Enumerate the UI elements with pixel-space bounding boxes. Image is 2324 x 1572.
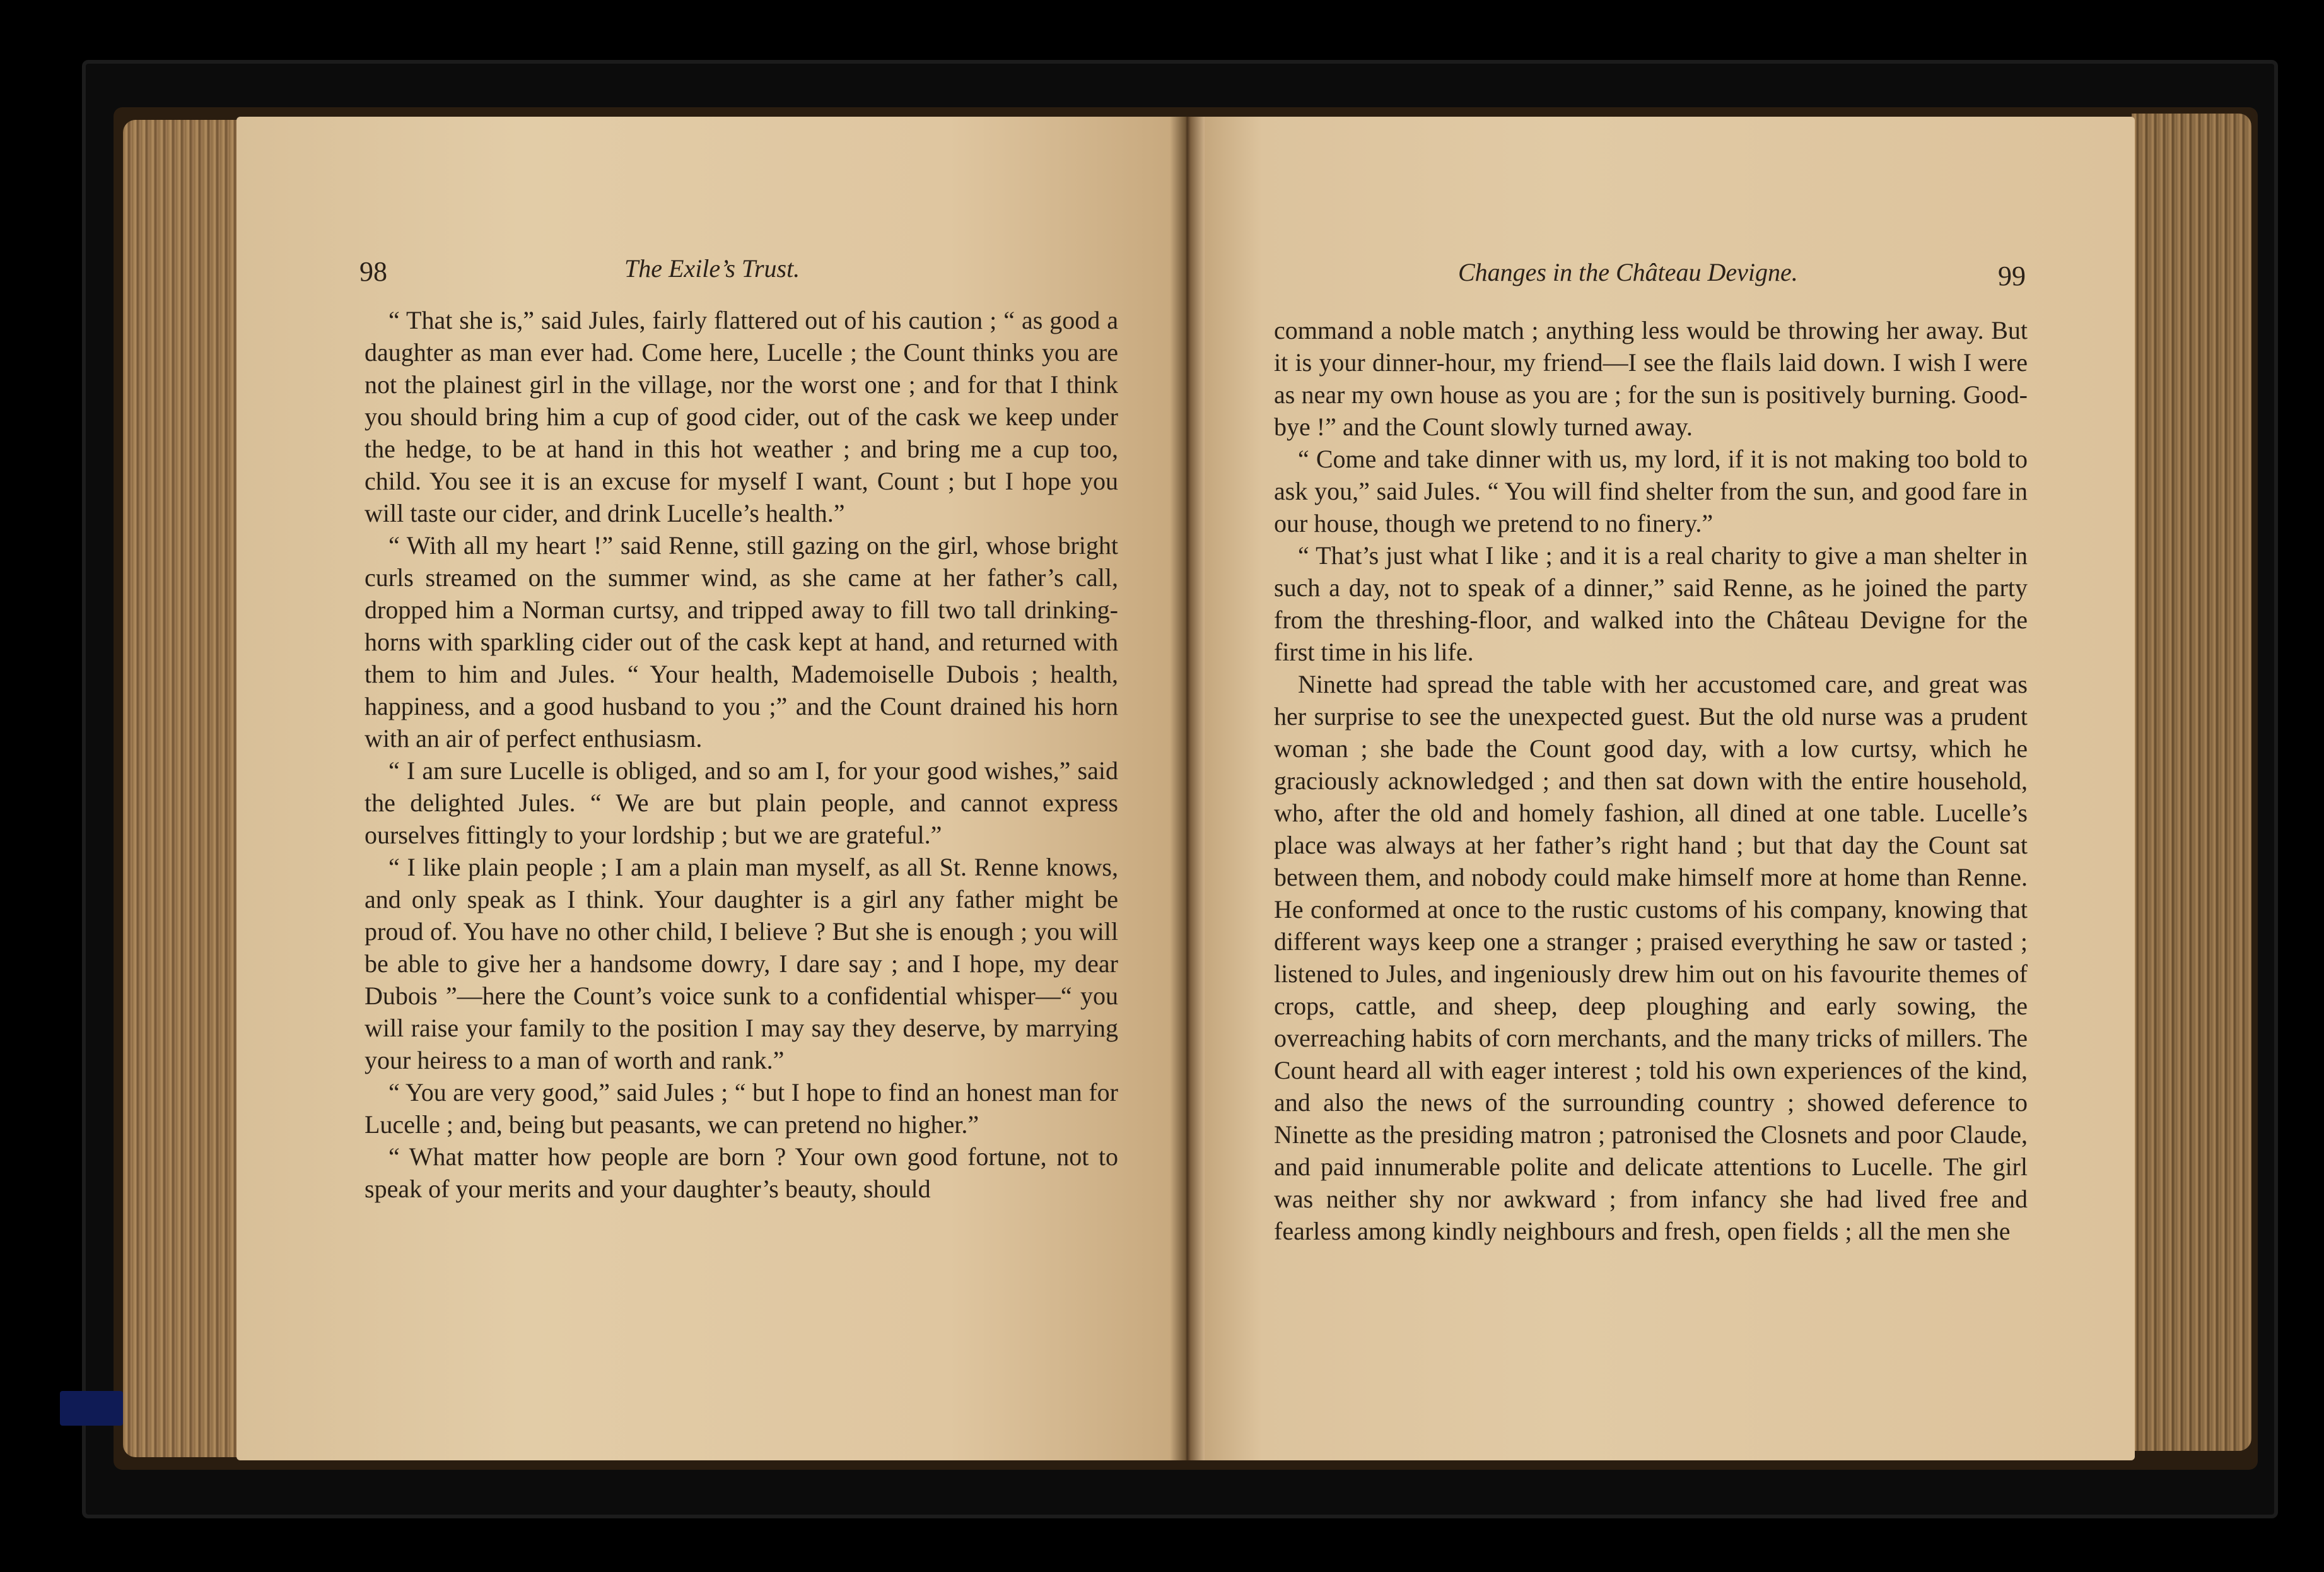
right-page-edges [2132,114,2251,1451]
paragraph: “ With all my heart !” said Renne, still gazing on the girl, whose bright curls streamed on the summer wind, as she came at her father’s call, dropped him a Norman curtsy, and tripped away to fill two tall drinking-horns with sparkling cider out of the cask kept at hand, and returned with them to him and Jules. “ Your health, Mademoiselle Dubois ; health, happiness, and a good husband to you ;” and the Count drained his horn with an air of perfect enthusiasm. [365,531,1118,753]
paragraph: “ What matter how people are born ? Your own good fortune, not to speak of your merits and your daughter’s beauty, should [365,1142,1118,1203]
paragraph: command a noble match ; anything less would be throwing her away. But it is your dinner-hour, my friend—I see the flails laid down. I wish I were as near my own house as you are ; for the sun is positively burning. Good-bye !” and the Count slowly turned away. [1274,316,2028,441]
left-running-head: The Exile’s Trust. [624,254,800,283]
paragraph: “ You are very good,” said Jules ; “ but I hope to find an honest man for Lucelle ; and, being but peasants, we can pretend no higher.” [365,1078,1118,1139]
paragraph: “ I am sure Lucelle is obliged, and so am I, for your good wishes,” said the delighted Jules. “ We are but plain people, and cannot express ourselves fittingly to your lordship ; but we are grateful.” [365,756,1118,849]
paragraph: “ I like plain people ; I am a plain man myself, as all St. Renne knows, and only speak as I think. Your daughter is a girl any father might be proud of. You have no other child, I believe ? But she is enough ; you will be able to give her a handsome dowry, I dare say ; and I hope, my dear Dubois ”—here the Count’s voice sunk to a confidential whisper—“ you will raise your family to the position I may say they deserve, by marrying your heiress to a man of worth and rank.” [365,853,1118,1074]
right-running-head: Changes in the Château Devigne. [1458,258,1798,286]
right-page-number: 99 [1998,261,2026,291]
color-tab-marker [60,1391,123,1426]
paragraph: “ That she is,” said Jules, fairly flattered out of his caution ; “ as good a daughter as man ever had. Come here, Lucelle ; the Count thinks you are not the plainest girl in the village, nor the worst one ; and for that I think you should bring him a cup of good cider, out of the cask we keep under the hedge, to be at hand in this hot weather ; and bring me a cup too, child. You see it is an excuse for myself I want, Count ; but I hope you will taste our cider, and drink Lucelle’s health.” [365,306,1118,527]
book-gutter [1170,117,1205,1460]
right-page-body [1274,314,2028,1247]
left-page-body [365,304,1118,1205]
left-page-number: 98 [359,256,387,287]
paragraph: “ Come and take dinner with us, my lord, if it is not making too bold to ask you,” said Jules. “ You will find shelter from the sun, and good fare in our house, though we pretend to no finery.” [1274,445,2028,537]
paragraph: “ That’s just what I like ; and it is a real charity to give a man shelter in such a day, not to speak of a dinner,” said Renne, as he joined the party from the threshing-floor, and walked into the Château Devigne for the first time in his life. [1274,541,2028,666]
left-page-edges [123,120,243,1457]
paragraph: Ninette had spread the table with her accustomed care, and great was her surprise to see the unexpected guest. But the old nurse was a prudent woman ; she bade the Count good day, with a low curtsy, which he graciously acknowledged ; and then sat down with the entire household, who, after the old and homely fashion, all dined at one table. Lucelle’s place was always at her father’s right hand ; but that day the Count sat between them, and nobody could make himself more at home than Renne. He conformed at once to the rustic customs of his company, knowing that different ways keep one a stranger ; praised everything he saw or tasted ; listened to Jules, and ingeniously drew him out on his favourite themes of crops, cattle, and sheep, deep ploughing and early sowing, the overreaching habits of corn merchants, and the many tricks of millers. The Count heard all with eager interest ; told his own experiences of the kind, and also the news of the surrounding country ; showed deference to Ninette as the presiding matron ; patronised the Closnets and poor Claude, and paid innumerable polite and delicate attentions to Lucelle. The girl was neither shy nor awkward ; from infancy she had lived free and fearless among kindly neighbours and fresh, open fields ; all the men she [1274,670,2028,1245]
